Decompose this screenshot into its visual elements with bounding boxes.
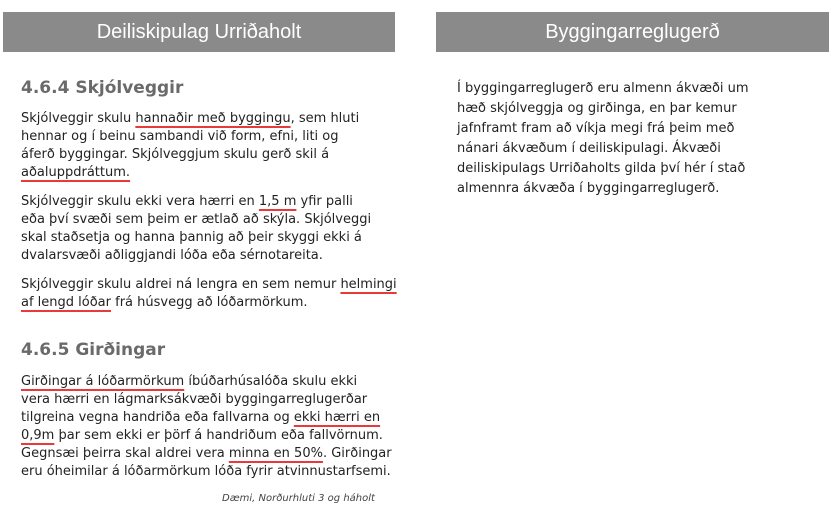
text-segment: frá húsvegg að lóðarmörkum. <box>111 295 308 310</box>
section-title-girdingar: 4.6.5 Girðingar <box>21 340 166 360</box>
highlight-underline: minna en 50% <box>228 446 323 461</box>
highlight-underline: 0,9m <box>21 428 55 443</box>
highlight-underline: hannaðir með byggingu <box>135 111 291 126</box>
highlight-underline: af lengd lóðar <box>21 295 111 310</box>
text-segment: . Girðingar eru óheimilar á lóðarmörkum lóða fyrir atvinnustarfsemi. <box>21 446 392 479</box>
highlight-underline: helmingi <box>340 277 397 292</box>
text-segment: Skjólveggir skulu <box>21 111 136 126</box>
right-panel-header: Byggingarreglugerð <box>436 12 829 52</box>
example-caption: Dæmi, Norðurhluti 3 og háholt <box>222 493 375 504</box>
text-segment: þar sem ekki er þörf á handriðum eða fallvörnum. Gegnsæi þeirra skal aldrei vera <box>21 428 383 461</box>
paragraph-girdingar <box>21 373 392 481</box>
highlight-underline: 1,5 m <box>258 194 297 209</box>
paragraph-skjolveggir-2 <box>21 193 371 265</box>
text-segment: Skjólveggir skulu ekki vera hærri en <box>21 194 259 209</box>
paragraph-skjolveggir-1 <box>21 110 359 182</box>
paragraph-skjolveggir-3 <box>21 276 397 312</box>
highlight-underline: Girðingar á lóðarmörkum <box>21 374 185 389</box>
byggingarreglugerd-text: Í byggingarreglugerð eru almenn ákvæði um hæð skjólveggja og girðinga, en þar kemur jafnframt fram að víkja megi frá þeim með nánari ákvæðum í deiliskipulagi. Ákvæði deiliskipulags Urriðaholts gilda því hér í stað almennra ákvæða í byggingarreglugerð. <box>457 81 749 196</box>
section-title-skjolveggir: 4.6.4 Skjólveggir <box>21 78 184 98</box>
text-segment: yfir palli eða því svæði sem þeim er ætlað að skýla. Skjólveggi skal staðsetja og hanna þannig að þeir skyggi ekki á dvalarsvæði aðliggjandi lóða eða sérnotareita. <box>21 194 372 263</box>
highlight-underline: ekki hærri en <box>293 410 381 425</box>
text-segment: , sem hluti hennar og í beinu sambandi við form, efni, liti og áferð byggingar. Skjólveggjum skulu gerð skil á <box>21 111 360 162</box>
highlight-underline: aðaluppdráttum. <box>21 165 131 180</box>
text-segment: Skjólveggir skulu aldrei ná lengra en sem nemur <box>21 277 341 292</box>
left-panel-header: Deiliskipulag Urriðaholt <box>3 12 395 52</box>
text-segment: íbúðarhúsalóða skulu ekki vera hærri en lágmarksákvæði byggingarreglugerðar tilgreina vegna handriða eða fallvarna og <box>21 374 368 425</box>
